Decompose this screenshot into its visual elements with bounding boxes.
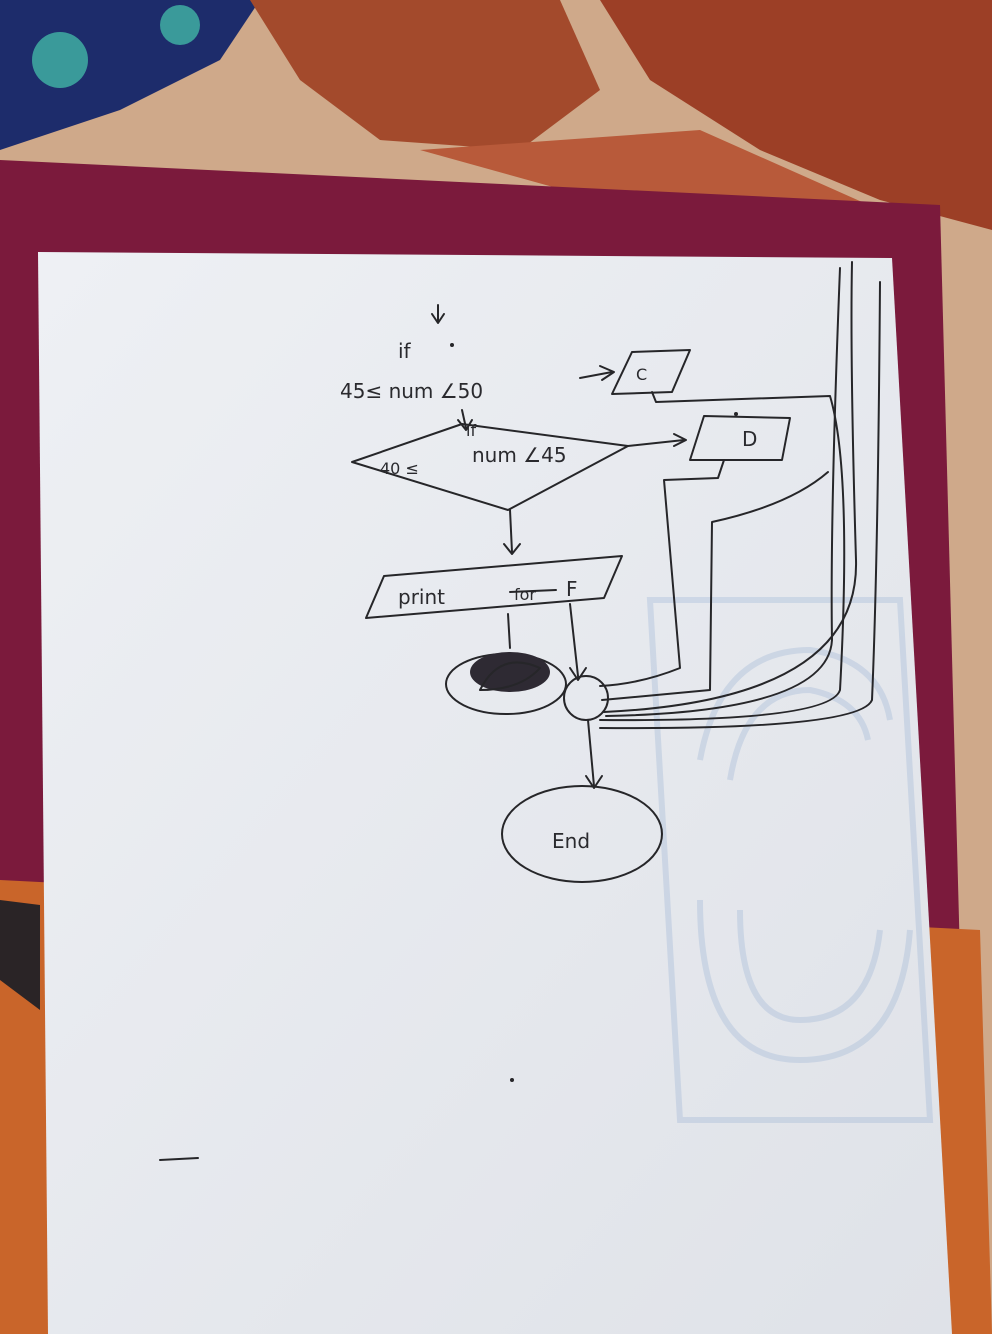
paper-sheet [38,252,952,1334]
print-grade-f: F [566,577,578,601]
print-text: print [398,585,445,609]
condition-45-50: 45≤ num ∠50 [340,379,484,403]
decision-right-text: num ∠45 [472,443,567,467]
decision-if-label: if [466,421,477,440]
grade-c-label: C [636,365,648,384]
if-label: if [398,339,411,363]
decision-left-text: 40 ≤ [380,459,419,478]
grade-d-label: D [742,427,758,451]
print-struck-text: for [514,585,536,604]
end-label: End [552,829,591,853]
